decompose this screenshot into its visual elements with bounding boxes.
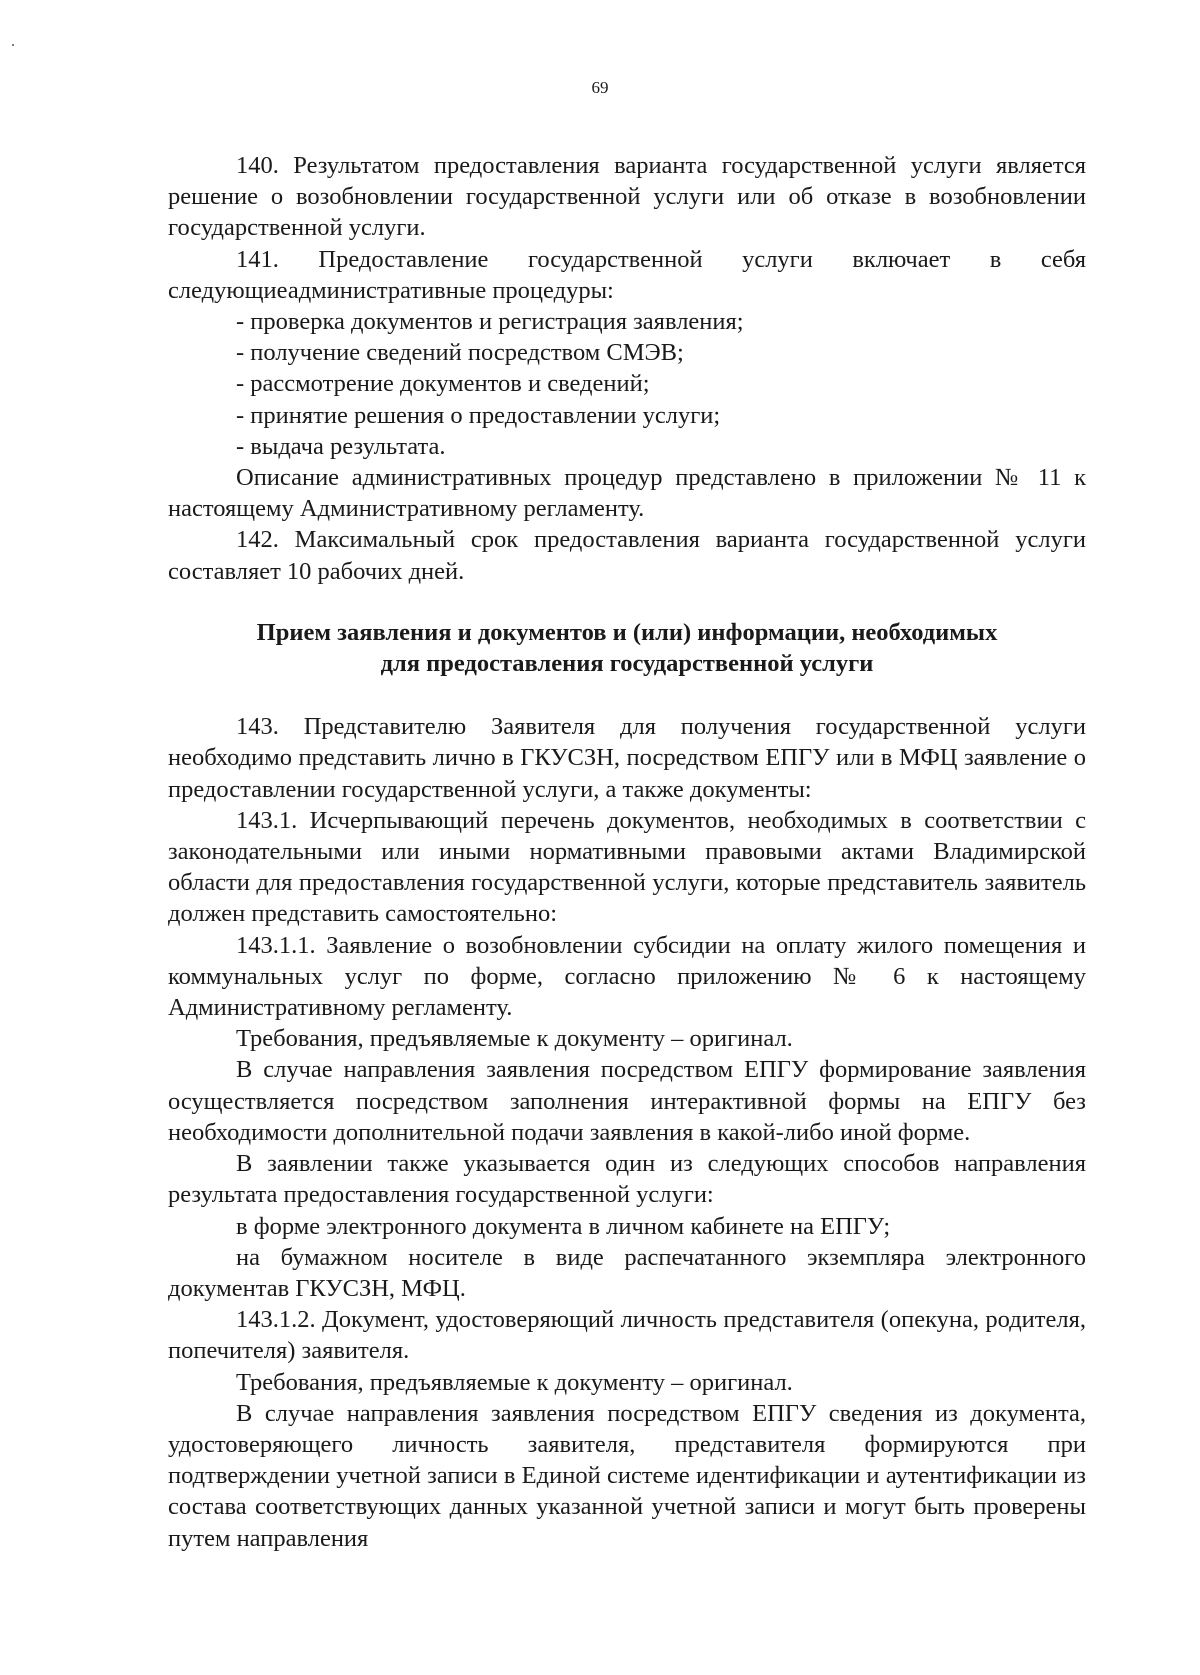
scan-speck [12, 44, 14, 46]
section-heading-line-1: Прием заявления и документов и (или) информации, необходимых [256, 618, 998, 646]
paragraph-141: 141. Предоставление государственной услуги включает в себя следующиеадминистративные процедуры: [168, 245, 1086, 304]
list-item: - рассмотрение документов и сведений; [236, 370, 650, 398]
paragraph-143-1-2: 143.1.2. Документ, удостоверяющий личность представителя (опекуна, родителя, попечителя) заявителя. [168, 1306, 1086, 1365]
paragraph-143-1-1: 143.1.1. Заявление о возобновлении субсидии на оплату жилого помещения и коммунальных услуг по форме, согласно приложению № 6 к настоящему Административному регламенту. [168, 931, 1086, 1022]
paragraph-140: 140. Результатом предоставления варианта государственной услуги является решение о возобновлении государственной услуги или об отказе в возобновлении государственной услуги. [168, 152, 1086, 242]
paragraph-requirements-2: Требования, предъявляемые к документу – оригинал. [236, 1368, 793, 1396]
section-heading [168, 617, 1086, 679]
paragraph-requirements: Требования, предъявляемые к документу – оригинал. [236, 1025, 793, 1053]
list-item: - проверка документов и регистрация заявления; [236, 308, 744, 336]
list-item: - получение сведений посредством СМЭВ; [236, 339, 684, 367]
section-heading-line-2: для предоставления государственной услуги [380, 650, 874, 678]
paragraph-electronic: в форме электронного документа в личном кабинете на ЕПГУ; [236, 1212, 891, 1240]
paragraph-142: 142. Максимальный срок предоставления варианта государственной услуги составляет 10 рабочих дней. [168, 526, 1086, 585]
paragraph-143-1: 143.1. Исчерпывающий перечень документов, необходимых в соответствии с законодательными или иными нормативными правовыми актами Владимирской области для предоставления государственной услуги, которые представитель заявитель должен представить самостоятельно: [168, 806, 1086, 928]
paragraph-description: Описание административных процедур представлено в приложении № 11 к настоящему Административному регламенту. [168, 464, 1086, 523]
paragraph-delivery-methods: В заявлении также указывается один из следующих способов направления результата предоставления государственной услуги: [168, 1150, 1086, 1209]
list-item: - принятие решения о предоставлении услуги; [236, 401, 721, 429]
list-item: - выдача результата. [236, 432, 446, 460]
paragraph-epgu-identity: В случае направления заявления посредством ЕПГУ сведения из документа, удостоверяющего личность заявителя, представителя формируются при подтверждении учетной записи в Единой системе идентификации и аутентификации из состава соответствующих данных указанной учетной записи и могут быть проверены путем направления [168, 1399, 1086, 1552]
paragraph-paper: на бумажном носителе в виде распечатанного экземпляра электронного документав ГКУСЗН, МФЦ. [168, 1243, 1086, 1302]
paragraph-epgu-form: В случае направления заявления посредством ЕПГУ формирование заявления осуществляется посредством заполнения интерактивной формы на ЕПГУ без необходимости дополнительной подачи заявления в какой-либо иной форме. [168, 1056, 1086, 1146]
page-number: 69 [591, 78, 609, 97]
paragraph-143: 143. Представителю Заявителя для получения государственной услуги необходимо представить лично в ГКУСЗН, посредством ЕПГУ или в МФЦ заявление о предоставлении государственной услуги, а также документы: [168, 713, 1086, 803]
document-body [168, 150, 1086, 1554]
